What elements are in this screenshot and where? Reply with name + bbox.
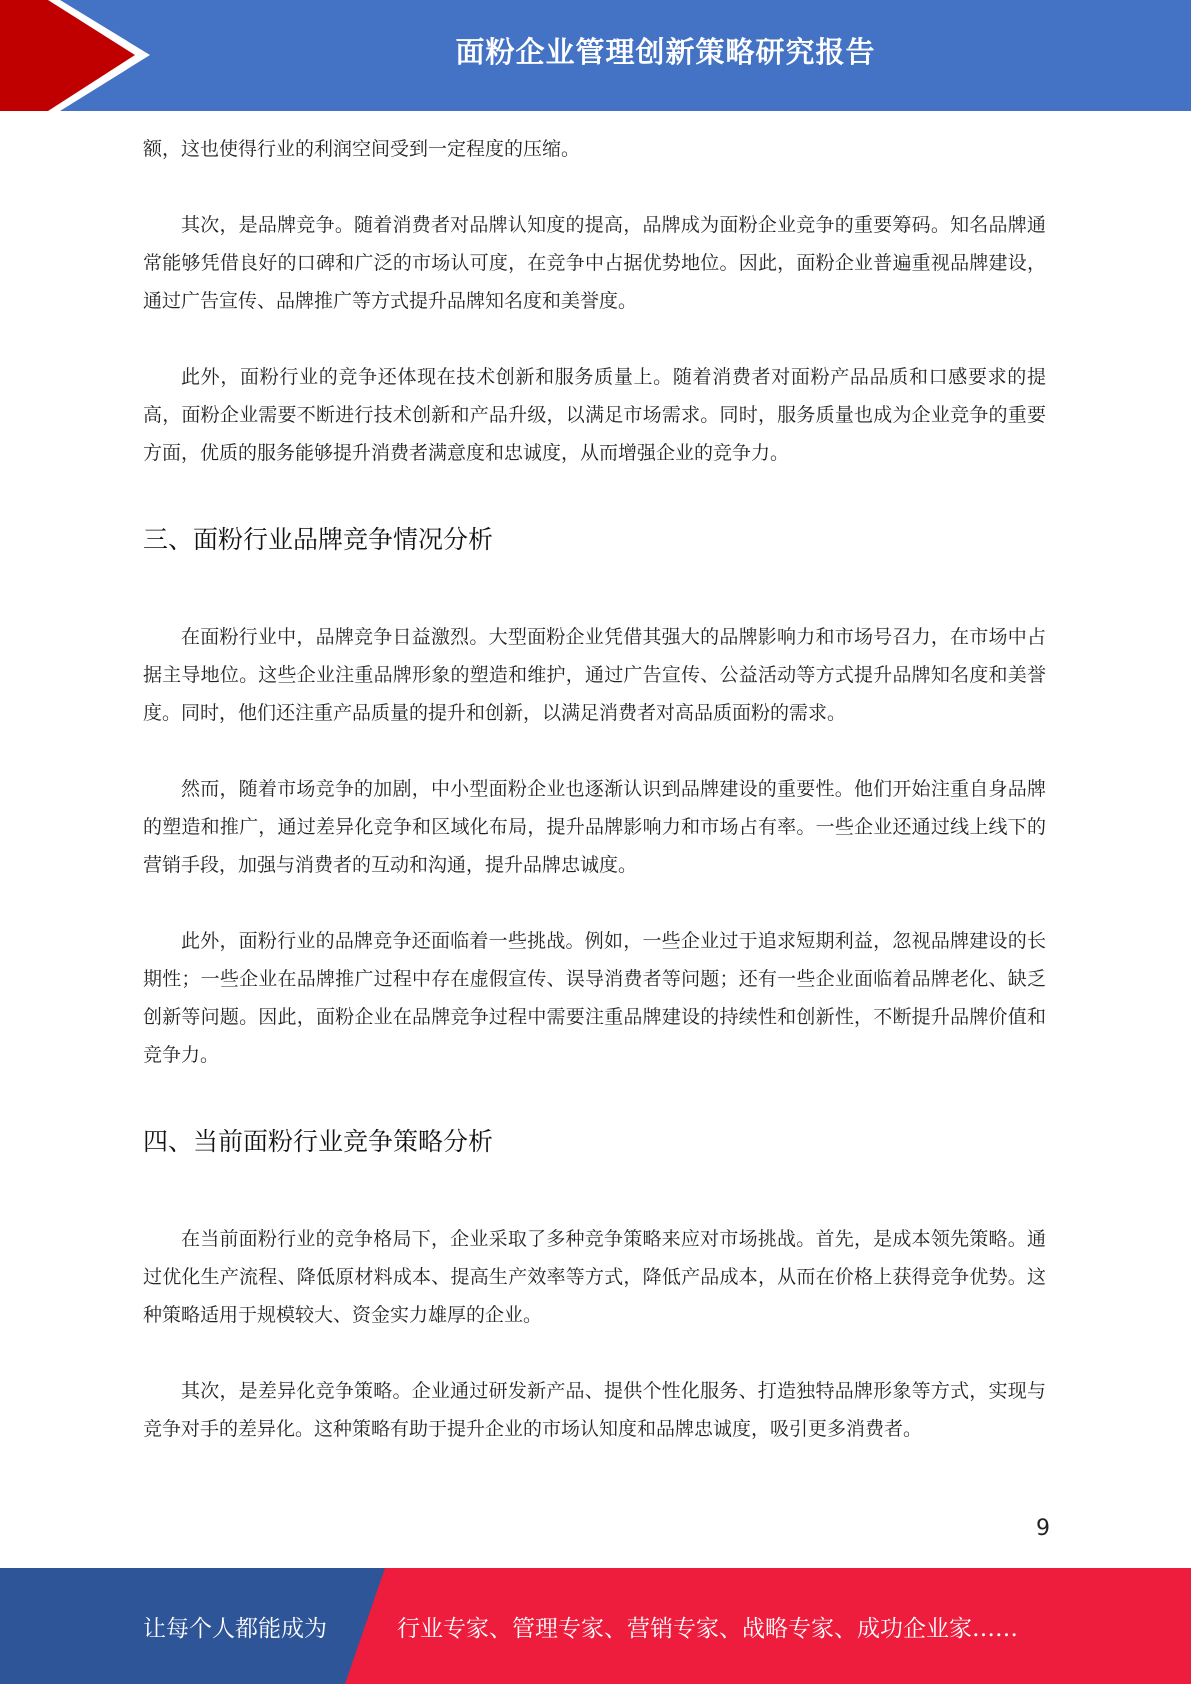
paragraph: 在当前面粉行业的竞争格局下，企业采取了多种竞争策略来应对市场挑战。首先，是成本领先策略。通过优化生产流程、降低原材料成本、提高生产效率等方式，降低产品成本，从而在价格上获得竞争优势。这种策略适用于规模较大、资金实力雄厚的企业。 xyxy=(143,1228,1046,1326)
footer-slogan-left: 让每个人都能成为 xyxy=(143,1615,327,1642)
footer-slogan-right: 行业专家、管理专家、营销专家、战略专家、成功企业家…… xyxy=(397,1615,1018,1642)
page-number: 9 xyxy=(1036,1516,1050,1541)
header-arrow-decoration xyxy=(0,0,150,111)
paragraph: 然而，随着市场竞争的加剧，中小型面粉企业也逐渐认识到品牌建设的重要性。他们开始注重自身品牌的塑造和推广，通过差异化竞争和区域化布局，提升品牌影响力和市场占有率。一些企业还通过线上线下的营销手段，加强与消费者的互动和沟通，提升品牌忠诚度。 xyxy=(143,778,1046,876)
page-header xyxy=(0,0,1191,111)
paragraph: 额，这也使得行业的利润空间受到一定程度的压缩。 xyxy=(143,138,581,160)
paragraph: 此外，面粉行业的品牌竞争还面临着一些挑战。例如，一些企业过于追求短期利益，忽视品牌建设的长期性；一些企业在品牌推广过程中存在虚假宣传、误导消费者等问题；还有一些企业面临着品牌老化、缺乏创新等问题。因此，面粉企业在品牌竞争过程中需要注重品牌建设的持续性和创新性，不断提升品牌价值和竞争力。 xyxy=(143,930,1046,1066)
document-body xyxy=(143,130,1046,1448)
report-title: 面粉企业管理创新策略研究报告 xyxy=(455,34,876,69)
paragraph: 此外，面粉行业的竞争还体现在技术创新和服务质量上。随着消费者对面粉产品品质和口感要求的提高，面粉企业需要不断进行技术创新和产品升级，以满足市场需求。同时，服务质量也成为企业竞争的重要方面，优质的服务能够提升消费者满意度和忠诚度，从而增强企业的竞争力。 xyxy=(143,366,1046,464)
paragraph: 在面粉行业中，品牌竞争日益激烈。大型面粉企业凭借其强大的品牌影响力和市场号召力，在市场中占据主导地位。这些企业注重品牌形象的塑造和维护，通过广告宣传、公益活动等方式提升品牌知名度和美誉度。同时，他们还注重产品质量的提升和创新，以满足消费者对高品质面粉的需求。 xyxy=(143,626,1046,724)
paragraph: 其次，是品牌竞争。随着消费者对品牌认知度的提高，品牌成为面粉企业竞争的重要筹码。知名品牌通常能够凭借良好的口碑和广泛的市场认可度，在竞争中占据优势地位。因此，面粉企业普遍重视品牌建设，通过广告宣传、品牌推广等方式提升品牌知名度和美誉度。 xyxy=(143,214,1046,312)
page-footer xyxy=(0,1568,1191,1684)
paragraph: 其次，是差异化竞争策略。企业通过研发新产品、提供个性化服务、打造独特品牌形象等方式，实现与竞争对手的差异化。这种策略有助于提升企业的市场认知度和品牌忠诚度，吸引更多消费者。 xyxy=(143,1380,1046,1440)
section-heading: 三、面粉行业品牌竞争情况分析 xyxy=(143,525,494,554)
section-heading: 四、当前面粉行业竞争策略分析 xyxy=(143,1127,494,1156)
